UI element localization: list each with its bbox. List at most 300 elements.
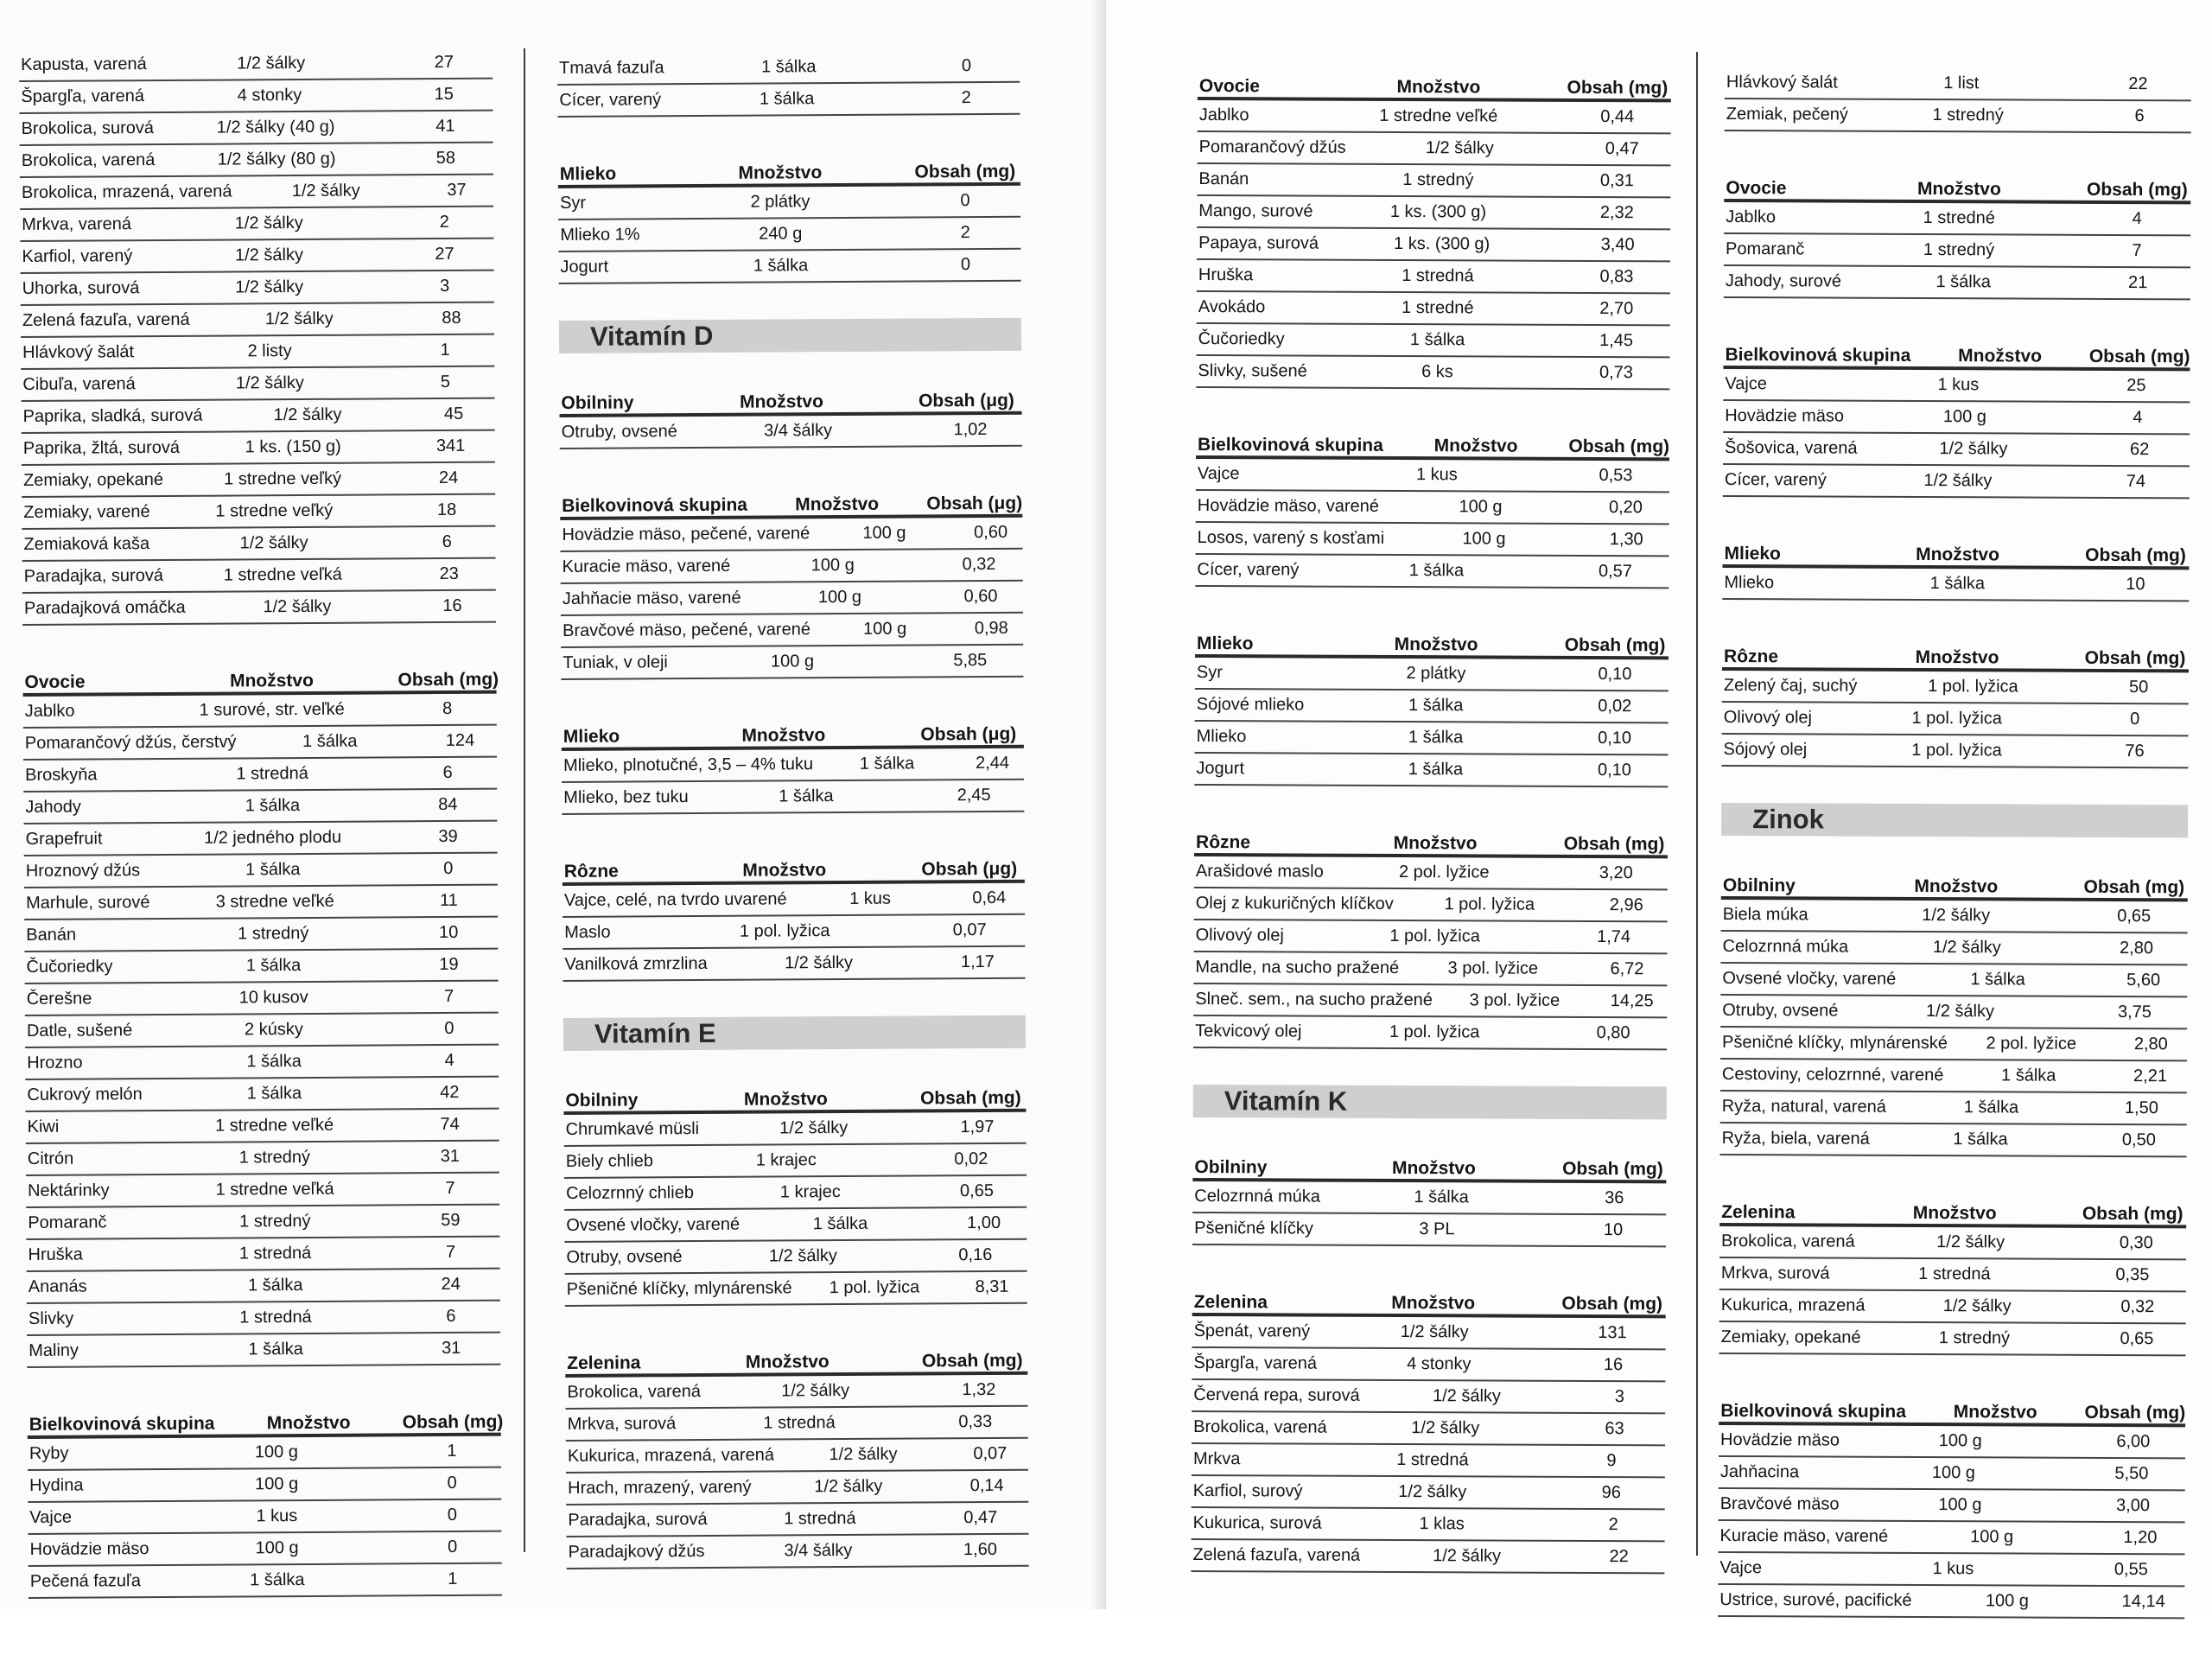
food-content: 1,32 bbox=[962, 1379, 996, 1400]
header-amount: Množstvo bbox=[1393, 832, 1478, 854]
header-category: Bielkovinová skupina bbox=[1720, 1400, 1907, 1422]
food-content: 5 bbox=[440, 372, 450, 392]
food-amount: 1 kus bbox=[1415, 465, 1458, 485]
food-name: Kuracie mäso, varené bbox=[562, 556, 731, 576]
header-content: Obsah (mg) bbox=[919, 1087, 1021, 1109]
food-name: Mrkva, surová bbox=[567, 1414, 677, 1434]
food-amount: 100 g bbox=[1985, 1591, 2029, 1611]
food-content: 22 bbox=[1609, 1547, 1629, 1567]
food-name: Datle, sušené bbox=[26, 1021, 133, 1041]
food-content: 0 bbox=[447, 1473, 457, 1493]
table-row bbox=[1723, 465, 2190, 499]
table-row bbox=[561, 646, 1023, 680]
food-content: 0,57 bbox=[1598, 562, 1632, 582]
food-content: 16 bbox=[442, 595, 462, 616]
food-amount: 2 pol. lyžice bbox=[1986, 1034, 2077, 1053]
food-content: 0 bbox=[960, 255, 971, 275]
header-category: Bielkovinová skupina bbox=[1725, 345, 1911, 366]
table-header bbox=[1724, 168, 2190, 204]
table-row bbox=[26, 1238, 499, 1272]
header-content: Obsah (μg) bbox=[921, 858, 1018, 880]
table-row bbox=[1719, 1226, 2186, 1260]
table-row bbox=[22, 559, 496, 594]
food-amount: 1 šálka bbox=[1929, 574, 1986, 594]
food-content: 8 bbox=[442, 698, 453, 719]
nutrient-table bbox=[558, 151, 1021, 284]
table-row bbox=[27, 1270, 500, 1304]
food-content: 0,47 bbox=[963, 1507, 998, 1528]
food-name: Jahody, surové bbox=[1725, 271, 1842, 291]
food-amount: 1 stredná bbox=[238, 1243, 312, 1264]
food-amount: 1 stredná bbox=[784, 1508, 856, 1529]
table-row bbox=[1719, 1425, 2185, 1459]
food-amount: 1 šálka bbox=[1414, 1187, 1469, 1207]
food-content: 0,33 bbox=[958, 1411, 993, 1432]
food-content: 1,60 bbox=[963, 1539, 998, 1560]
table-row bbox=[563, 947, 1025, 982]
table-row bbox=[1192, 1444, 1665, 1478]
food-content: 0,10 bbox=[1598, 729, 1632, 748]
food-amount: 1/2 šálky bbox=[768, 1246, 837, 1266]
food-name: Hovädzie mäso, varené bbox=[1197, 496, 1379, 516]
table-row bbox=[1722, 671, 2189, 704]
food-content: 22 bbox=[2128, 74, 2148, 94]
table-row bbox=[1196, 356, 1669, 390]
header-category: Bielkovinová skupina bbox=[562, 494, 748, 516]
table-header bbox=[558, 151, 1020, 188]
food-name: Mrkva, varená bbox=[22, 214, 132, 234]
food-content: 3,00 bbox=[2116, 1495, 2151, 1516]
food-name: Citrón bbox=[27, 1149, 74, 1168]
header-amount: Množstvo bbox=[743, 1089, 828, 1110]
food-amount: 1/2 šálky bbox=[1932, 938, 2001, 958]
food-amount: 1 kus bbox=[849, 888, 892, 908]
table-header bbox=[563, 849, 1025, 886]
food-amount: 1 šálka bbox=[248, 1340, 303, 1359]
food-amount: 1/2 šálky bbox=[1432, 1386, 1501, 1406]
food-amount: 1/2 šálky bbox=[1922, 906, 1991, 926]
table-row bbox=[1719, 1457, 2185, 1491]
food-content: 88 bbox=[442, 308, 461, 328]
food-amount: 1 šálka bbox=[245, 860, 301, 880]
food-amount: 1/2 šálky bbox=[235, 277, 304, 297]
food-content: 37 bbox=[447, 180, 467, 200]
food-content: 2 bbox=[1608, 1515, 1618, 1535]
food-name: Zelená fazuľa, varená bbox=[1192, 1544, 1361, 1565]
food-name: Cestoviny, celozrnné, varené bbox=[1721, 1064, 1944, 1085]
table-row bbox=[21, 399, 494, 434]
food-name: Mrkva, surová bbox=[1720, 1263, 1830, 1283]
food-name: Grapefruit bbox=[25, 829, 103, 849]
table-row bbox=[566, 1439, 1028, 1474]
table-row bbox=[21, 335, 494, 370]
table-header bbox=[1722, 636, 2189, 672]
food-amount: 1 list bbox=[1943, 73, 1980, 93]
header-category: Obilniny bbox=[561, 392, 634, 413]
table-row bbox=[1194, 888, 1668, 922]
food-amount: 1/2 šálky bbox=[291, 181, 360, 201]
food-name: Bravčové mäso bbox=[1719, 1493, 1840, 1514]
header-category: Ovocie bbox=[1726, 178, 1787, 199]
food-name: Špargľa, varená bbox=[21, 86, 144, 106]
food-content: 76 bbox=[2125, 742, 2145, 761]
header-content: Obsah (mg) bbox=[1562, 1158, 1663, 1180]
table-row bbox=[561, 614, 1023, 648]
table-row bbox=[558, 250, 1020, 284]
header-content: Obsah (mg) bbox=[2082, 1203, 2183, 1225]
food-name: Hruška bbox=[1198, 265, 1254, 285]
food-content: 7 bbox=[445, 1242, 456, 1263]
table-row bbox=[1192, 1213, 1666, 1247]
food-name: Hovädzie mäso bbox=[29, 1539, 149, 1559]
food-content: 0,98 bbox=[974, 618, 1008, 639]
table-header bbox=[1198, 66, 1671, 102]
table-row bbox=[21, 367, 494, 402]
food-name: Maslo bbox=[564, 922, 611, 942]
food-name: Čučoriedky bbox=[26, 957, 113, 977]
food-content: 2,45 bbox=[957, 785, 991, 805]
food-amount: 1 šálka bbox=[761, 57, 817, 77]
right-page bbox=[1106, 0, 2212, 1612]
table-row bbox=[1724, 266, 2190, 300]
header-amount: Množstvo bbox=[1915, 646, 1999, 668]
table-row bbox=[566, 1471, 1028, 1505]
table-row bbox=[1723, 433, 2190, 467]
food-name: Biely chlieb bbox=[565, 1151, 654, 1171]
food-amount: 1/2 šálky bbox=[1425, 138, 1494, 158]
food-content: 0,10 bbox=[1598, 665, 1632, 684]
right-column-2 bbox=[1718, 67, 2191, 1655]
table-row bbox=[557, 51, 1020, 86]
food-amount: 1 stredná bbox=[763, 1413, 836, 1433]
food-name: Mlieko bbox=[1724, 573, 1775, 593]
food-content: 3 bbox=[1614, 1387, 1624, 1407]
food-content: 1 bbox=[440, 340, 450, 360]
food-name: Hydina bbox=[29, 1475, 84, 1495]
food-content: 0,60 bbox=[963, 586, 998, 607]
food-name: Marhule, surové bbox=[25, 893, 150, 913]
right-column-1 bbox=[1191, 66, 1671, 1610]
header-content: Obsah (mg) bbox=[914, 161, 1016, 182]
food-content: 15 bbox=[434, 84, 454, 105]
food-content: 4 bbox=[2132, 209, 2142, 229]
header-content: Obsah (μg) bbox=[926, 493, 1023, 514]
food-name: Broskyňa bbox=[25, 765, 98, 785]
food-content: 11 bbox=[440, 890, 458, 911]
food-amount: 1 stredný bbox=[238, 923, 309, 944]
header-amount: Množstvo bbox=[1394, 633, 1478, 655]
table-row bbox=[21, 303, 494, 338]
nutrient-table bbox=[563, 1078, 1027, 1307]
left-page-divider bbox=[524, 48, 525, 1552]
food-content: 41 bbox=[435, 116, 455, 137]
food-amount: 3/4 šálky bbox=[764, 421, 833, 441]
table-header bbox=[1194, 822, 1668, 858]
food-amount: 2 pol. lyžice bbox=[1398, 863, 1490, 882]
table-row bbox=[1195, 722, 1669, 755]
food-content: 74 bbox=[440, 1114, 460, 1135]
header-content: Obsah (mg) bbox=[1564, 634, 1666, 656]
table-row bbox=[1194, 920, 1668, 954]
food-amount: 1 stredná bbox=[239, 1307, 312, 1327]
food-name: Zelený čaj, suchý bbox=[1723, 676, 1858, 696]
food-amount: 100 g bbox=[862, 523, 906, 543]
table-row bbox=[25, 1014, 499, 1048]
food-name: Cukrový melón bbox=[27, 1085, 143, 1104]
food-amount: 1/2 šálky bbox=[1926, 1002, 1995, 1022]
nutrient-table bbox=[559, 380, 1021, 449]
table-row bbox=[1194, 856, 1668, 890]
table-row bbox=[25, 982, 499, 1016]
food-content: 0,35 bbox=[2115, 1264, 2150, 1285]
food-amount: 1 šálka bbox=[1409, 330, 1465, 350]
table-row bbox=[20, 175, 493, 210]
food-content: 18 bbox=[436, 500, 457, 520]
table-row bbox=[24, 918, 498, 952]
table-row bbox=[23, 726, 497, 761]
food-name: Ustrice, surové, pacifické bbox=[1719, 1589, 1912, 1610]
food-name: Paprika, žltá, surová bbox=[22, 437, 181, 458]
food-content: 62 bbox=[2130, 440, 2150, 460]
header-category: Obilniny bbox=[565, 1090, 639, 1111]
food-content: 27 bbox=[435, 244, 454, 264]
food-name: Kukurica, surová bbox=[1192, 1512, 1322, 1533]
food-content: 9 bbox=[1606, 1451, 1617, 1471]
food-name: Mlieko, bez tuku bbox=[563, 787, 689, 807]
food-amount: 100 g bbox=[255, 1538, 299, 1558]
food-name: Paradajka, surová bbox=[23, 565, 163, 586]
food-name: Kukurica, mrazená bbox=[1720, 1295, 1866, 1315]
left-page bbox=[0, 0, 1106, 1609]
header-amount: Množstvo bbox=[795, 493, 880, 515]
table-row bbox=[1197, 260, 1670, 294]
food-name: Mandle, na sucho pražené bbox=[1195, 957, 1400, 978]
header-amount: Množstvo bbox=[1396, 77, 1481, 98]
table-header bbox=[563, 1078, 1026, 1115]
table-row bbox=[25, 1078, 499, 1112]
food-name: Vanilková zmrzlina bbox=[564, 953, 708, 974]
table-row bbox=[1196, 491, 1669, 525]
food-amount: 1 pol. lyžica bbox=[1444, 894, 1535, 914]
food-name: Bravčové mäso, pečené, varené bbox=[563, 620, 810, 640]
food-amount: 1 stredná bbox=[1396, 1450, 1469, 1470]
food-content: 5,85 bbox=[953, 650, 988, 671]
food-content: 21 bbox=[2127, 273, 2148, 293]
food-name: Hovädzie mäso bbox=[1720, 1429, 1840, 1450]
food-amount: 1 šálka bbox=[812, 1213, 868, 1234]
nutrient-table bbox=[565, 1340, 1029, 1569]
table-header bbox=[1722, 533, 2189, 570]
table-row bbox=[564, 1176, 1027, 1211]
nutrient-table bbox=[1719, 1192, 2187, 1356]
food-content: 58 bbox=[435, 148, 455, 169]
food-amount: 100 g bbox=[1462, 529, 1506, 549]
food-content: 0,65 bbox=[2117, 906, 2152, 926]
food-amount: 1 pol. lyžica bbox=[1928, 677, 2018, 697]
food-name: Jahňacie mäso, varené bbox=[562, 588, 741, 608]
table-row bbox=[1718, 1585, 2184, 1619]
food-content: 74 bbox=[2126, 472, 2146, 492]
food-content: 10 bbox=[1603, 1220, 1624, 1240]
food-name: Karfiol, surový bbox=[1192, 1480, 1303, 1501]
header-category: Bielkovinová skupina bbox=[1198, 435, 1383, 455]
table-row bbox=[26, 1142, 499, 1176]
section-title: Vitamín K bbox=[1193, 1085, 1667, 1119]
food-amount: 100 g bbox=[817, 587, 862, 608]
food-content: 7 bbox=[2132, 241, 2142, 261]
table-row bbox=[1192, 1508, 1665, 1542]
food-name: Cícer, varený bbox=[1197, 560, 1300, 580]
food-amount: 1/2 šálky bbox=[814, 1476, 883, 1497]
food-name: Šošovica, varená bbox=[1725, 438, 1858, 458]
food-content: 63 bbox=[1605, 1419, 1624, 1439]
food-amount: 1 pol. lyžica bbox=[829, 1277, 920, 1298]
table-row bbox=[1720, 996, 2187, 1029]
header-content: Obsah (μg) bbox=[918, 390, 1014, 411]
food-amount: 1 šálka bbox=[302, 731, 358, 752]
food-content: 0,10 bbox=[1597, 761, 1631, 780]
food-content: 14,14 bbox=[2121, 1592, 2165, 1612]
header-category: Mlieko bbox=[1197, 633, 1254, 654]
table-row bbox=[1719, 1290, 2186, 1324]
food-content: 6,72 bbox=[1610, 959, 1644, 979]
header-amount: Množstvo bbox=[1391, 1292, 1476, 1314]
section-title: Vitamín E bbox=[563, 1015, 1026, 1051]
food-name: Paradajka, surová bbox=[568, 1509, 708, 1530]
food-content: 341 bbox=[435, 436, 466, 456]
table-row bbox=[1197, 164, 1670, 198]
food-name: Otruby, ovsené bbox=[561, 422, 677, 442]
table-row bbox=[1720, 1092, 2187, 1125]
food-amount: 1 stredne veľká bbox=[223, 564, 342, 585]
food-content: 2 bbox=[960, 223, 970, 243]
table-row bbox=[1722, 568, 2189, 602]
food-content: 0,02 bbox=[954, 1149, 988, 1169]
header-category: Mlieko bbox=[563, 726, 620, 747]
table-row bbox=[1723, 369, 2190, 403]
header-content: Obsah (μg) bbox=[920, 723, 1017, 745]
food-amount: 1 kus bbox=[1932, 1559, 1974, 1579]
table-row bbox=[23, 790, 497, 824]
header-amount: Množstvo bbox=[742, 860, 827, 881]
header-amount: Množstvo bbox=[1916, 544, 1999, 565]
food-content: 6,00 bbox=[2116, 1431, 2151, 1452]
food-amount: 100 g bbox=[1459, 497, 1503, 517]
food-content: 1,00 bbox=[967, 1213, 1001, 1233]
food-name: Mlieko bbox=[1196, 727, 1247, 747]
food-name: Tekvicový olej bbox=[1195, 1021, 1302, 1041]
food-name: Cibuľa, varená bbox=[22, 374, 136, 394]
table-row bbox=[561, 550, 1023, 584]
food-content: 1,17 bbox=[960, 952, 995, 972]
food-content: 23 bbox=[439, 563, 459, 584]
food-content: 59 bbox=[441, 1210, 461, 1231]
food-content: 0,32 bbox=[962, 554, 996, 575]
food-amount: 1 stredná bbox=[1918, 1264, 1991, 1284]
food-amount: 240 g bbox=[759, 224, 803, 244]
food-name: Zemiaky, opekané bbox=[22, 469, 164, 490]
food-name: Cícer, varený bbox=[1724, 470, 1827, 490]
header-category: Zelenina bbox=[1721, 1201, 1796, 1223]
food-name: Hovädzie mäso bbox=[1725, 406, 1845, 426]
food-amount: 1 stredný bbox=[1402, 170, 1474, 190]
food-amount: 1/2 šálky bbox=[785, 952, 854, 973]
food-content: 3 bbox=[440, 276, 450, 296]
food-amount: 1/2 šálky bbox=[779, 1117, 849, 1138]
nutrient-table bbox=[1718, 1391, 2185, 1619]
food-amount: 1 krajec bbox=[779, 1182, 841, 1202]
food-amount: 1 šálka bbox=[759, 89, 815, 109]
food-amount: 1 šálka bbox=[1408, 561, 1465, 581]
table-row bbox=[1193, 984, 1667, 1018]
table-row bbox=[20, 207, 493, 242]
food-name: Slneč. sem., na sucho pražené bbox=[1195, 989, 1433, 1010]
header-amount: Množstvo bbox=[1912, 1202, 1997, 1224]
header-amount: Množstvo bbox=[745, 1352, 830, 1372]
header-amount: Množstvo bbox=[739, 391, 823, 412]
food-amount: 1 pol. lyžica bbox=[1911, 708, 2003, 729]
food-name: Ryža, biela, varená bbox=[1721, 1128, 1870, 1149]
food-amount: 1 šálka bbox=[1963, 1098, 2019, 1117]
food-amount: 1 pol. lyžica bbox=[1389, 1022, 1480, 1042]
food-name: Sójový olej bbox=[1723, 740, 1808, 760]
food-name: Tuniak, v oleji bbox=[563, 652, 668, 672]
table-row bbox=[24, 950, 498, 984]
food-name: Celozrnná múka bbox=[1722, 936, 1849, 957]
food-content: 2,70 bbox=[1599, 299, 1634, 319]
food-amount: 1 stredný bbox=[1923, 240, 1995, 260]
header-amount: Množstvo bbox=[1391, 1157, 1476, 1179]
food-amount: 1 stredne veľký bbox=[224, 468, 342, 489]
food-content: 24 bbox=[441, 1274, 461, 1295]
header-content: Obsah (mg) bbox=[1567, 77, 1669, 99]
food-amount: 100 g bbox=[1931, 1463, 1975, 1483]
food-name: Paradajkový džús bbox=[568, 1541, 705, 1562]
header-content: Obsah (mg) bbox=[2086, 179, 2188, 201]
food-content: 27 bbox=[434, 52, 454, 73]
food-name: Hrach, mrazený, varený bbox=[568, 1477, 752, 1498]
food-amount: 1 šálka bbox=[246, 1052, 302, 1072]
table-row bbox=[24, 854, 498, 888]
food-amount: 1/2 šálky bbox=[273, 404, 342, 425]
food-name: Hrozno bbox=[27, 1053, 83, 1073]
food-content: 39 bbox=[438, 826, 458, 847]
food-name: Vajce bbox=[29, 1507, 72, 1527]
food-amount: 1 šálka bbox=[1936, 272, 1991, 292]
food-amount: 1 stredne veľká bbox=[215, 1179, 334, 1200]
table-row bbox=[1198, 132, 1671, 166]
food-content: 1,97 bbox=[960, 1117, 995, 1137]
nutrient-table bbox=[1724, 168, 2191, 300]
table-row bbox=[1192, 1476, 1665, 1510]
food-content: 25 bbox=[2126, 376, 2146, 396]
food-amount: 10 kusov bbox=[238, 987, 308, 1008]
food-amount: 1 stredná bbox=[1402, 266, 1474, 286]
table-row bbox=[1719, 1258, 2186, 1292]
table-header bbox=[1192, 1282, 1666, 1318]
nutrient-table bbox=[1720, 865, 2188, 1157]
food-amount: 1/2 šálky bbox=[1936, 1232, 2005, 1252]
header-amount: Množstvo bbox=[1914, 875, 1999, 897]
table-row bbox=[1720, 964, 2187, 997]
header-category: Rôzne bbox=[1196, 832, 1251, 853]
food-content: 1,30 bbox=[1609, 530, 1643, 550]
food-amount: 100 g bbox=[1938, 1495, 1982, 1515]
table-header bbox=[1195, 623, 1669, 659]
table-row bbox=[1197, 196, 1670, 230]
food-amount: 1 šálka bbox=[245, 796, 301, 816]
table-row bbox=[1722, 703, 2189, 736]
